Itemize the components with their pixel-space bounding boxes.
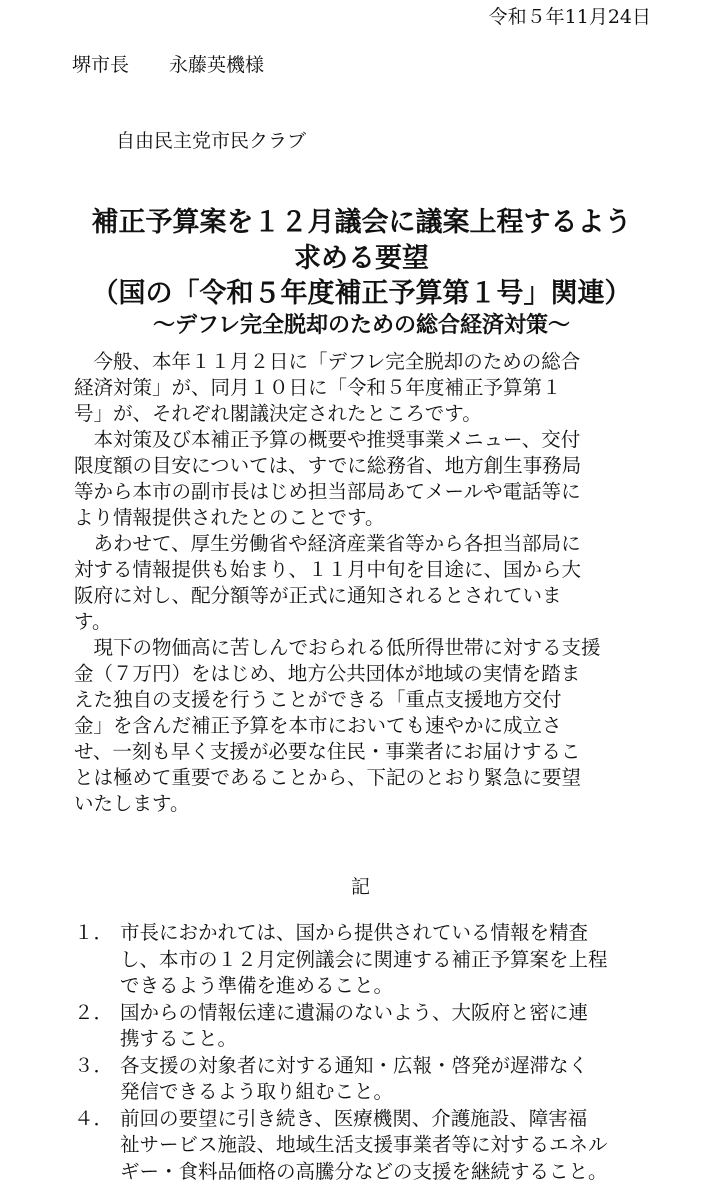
body-text	[74, 349, 664, 817]
body-line: 現下の物価高に苦しんでおられる低所得世帯に対する支援	[74, 636, 601, 659]
body-line: 対する情報提供も始まり、１１月中旬を目途に、国から大	[74, 558, 582, 581]
request-item	[74, 1053, 674, 1106]
request-item	[74, 1106, 674, 1186]
body-line: 本対策及び本補正予算の概要や推奨事業メニュー、交付	[74, 428, 581, 451]
request-item-number: １．	[74, 921, 114, 944]
request-list	[74, 920, 674, 1185]
request-item-number: ４．	[74, 1106, 114, 1130]
body-line: せ、一刻も早く支援が必要な住民・事業者にお届けするこ	[74, 740, 581, 763]
recipient-title: 堺市長	[72, 54, 130, 76]
request-item-number: ３．	[74, 1053, 114, 1077]
request-item-line: 市長におかれては、国から提供されている情報を精査	[120, 921, 589, 944]
body-line: 阪府に対し、配分額等が正式に通知されるとされていま	[74, 584, 562, 607]
body-line: 号」が、それぞれ閣議決定されたところです。	[74, 402, 482, 425]
subtitle-line: ～デフレ完全脱却のための総合経済対策～	[152, 312, 571, 338]
body-line: 金」を含んだ補正予算を本市においても速やかに成立さ	[74, 714, 562, 737]
body-line: 等から本市の副市長はじめ担当部局あてメールや電話等に	[74, 480, 581, 503]
request-item-line: 携すること。	[120, 1027, 238, 1050]
body-line: とは極めて重要であることから、下記のとおり緊急に要望	[74, 766, 582, 789]
recipient-name: 永藤英機様	[169, 54, 265, 76]
request-item-line: 発信できるよう取り組むこと。	[120, 1080, 394, 1103]
body-line: より情報提供されたとのことです。	[74, 506, 385, 529]
body-line: 金（７万円）をはじめ、地方公共団体が地域の実情を踏ま	[74, 662, 581, 685]
title-line-3: （国の「令和５年度補正予算第１号」関連）	[91, 278, 632, 309]
request-item-number: ２．	[74, 1000, 114, 1024]
document-date: 令和５年11月24日	[488, 6, 651, 28]
body-line: 限度額の目安については、すでに総務省、地方創生事務局	[74, 454, 582, 477]
ki-heading: 記	[351, 876, 371, 898]
request-item-line: 国からの情報伝達に遺漏のないよう、大阪府と密に連	[120, 1000, 589, 1024]
recipient	[72, 50, 264, 77]
request-item-line: ギー・食料品価格の高騰分などの支援を継続すること。	[120, 1159, 608, 1183]
body-line: いたします。	[74, 792, 190, 815]
request-item-line: 祉サービス施設、地域生活支援事業者等に対するエネル	[120, 1133, 608, 1156]
body-line: 経済対策」が、同月１０日に「令和５年度補正予算第１	[74, 376, 562, 399]
request-item	[74, 920, 674, 1000]
body-line: 今般、本年１１月２日に「デフレ完全脱却のための総合	[74, 350, 581, 373]
request-item-line: 前回の要望に引き続き、医療機関、介護施設、障害福	[120, 1106, 588, 1130]
request-item-line: できるよう準備を進めること。	[120, 974, 394, 997]
sender: 自由民主党市民クラブ	[116, 130, 307, 152]
body-line: あわせて、厚生労働省や経済産業省等から各担当部局に	[74, 532, 581, 555]
request-item-line: 各支援の対象者に対する通知・広報・啓発が遅滞なく	[120, 1053, 589, 1077]
title-line-2: 求める要望	[294, 243, 429, 274]
request-item	[74, 1000, 674, 1053]
body-line: えた独自の支援を行うことができる「重点支援地方交付	[74, 688, 562, 711]
request-item-line: し、本市の１２月定例議会に関連する補正予算案を上程	[120, 947, 608, 971]
title-line-1: 補正予算案を１２月議会に議案上程するよう	[91, 207, 632, 238]
body-line: す。	[74, 610, 112, 633]
